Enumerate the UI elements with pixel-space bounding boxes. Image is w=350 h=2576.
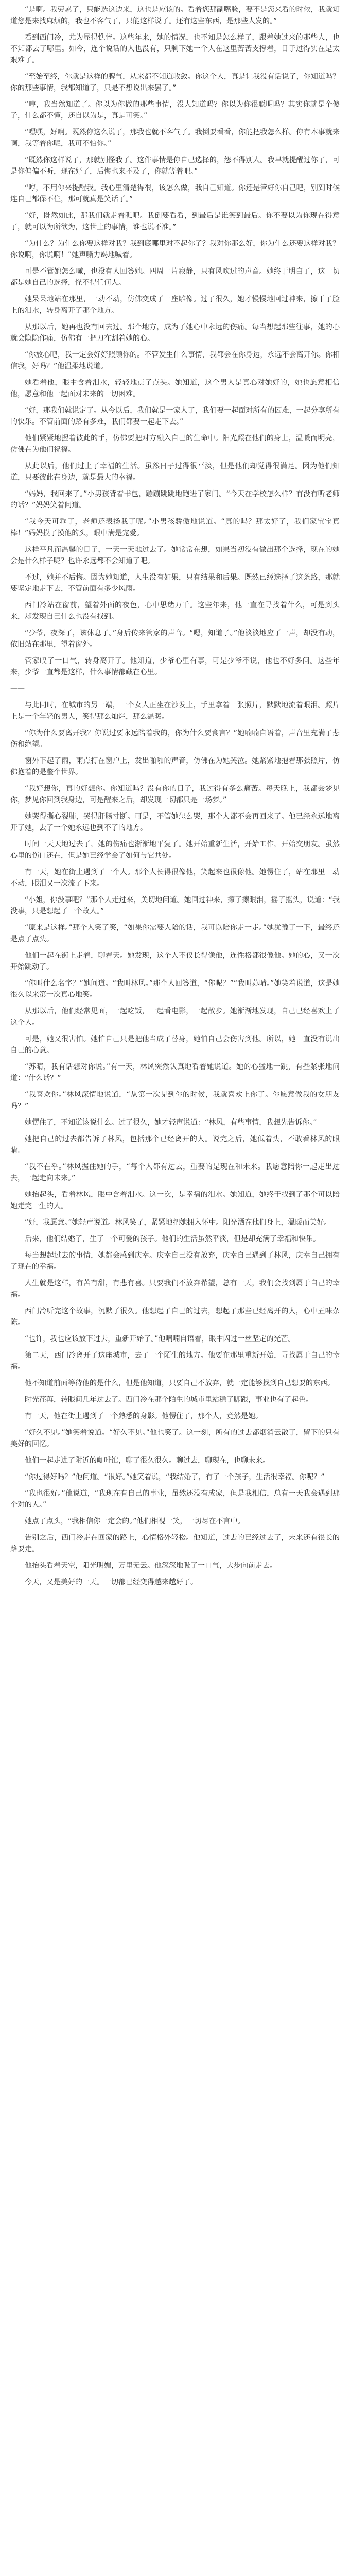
article-paragraph: “好，我愿意。”她轻声说道。林风笑了，紧紧地把她拥入怀中。阳光洒在他们身上，温暖而美好。 bbox=[25, 1218, 331, 1227]
article-paragraph: 她愣住了，不知道该说什么。过了很久，她才轻声说道：“林风，有些事情，我想先告诉你。” bbox=[25, 1118, 317, 1127]
article-paragraph: “好久不见。”她笑着说道。“好久不见。”他也笑了。这一刻，所有的过去都烟消云散了，留下的只有美好的回忆。 bbox=[10, 1429, 340, 1448]
article-paragraph: “我好想你，真的好想你。你知道吗？没有你的日子，我过得有多么痛苦。每天晚上，我都会梦见你，梦见你回到我身边，可是醒来之后，却发现一切都只是一场梦。” bbox=[10, 785, 340, 804]
article-paragraph: 从此以后，他们过上了幸福的生活。虽然日子过得很平淡，但是他们却觉得很满足。因为他们知道，只要彼此在身边，就是最大的幸福。 bbox=[10, 462, 340, 482]
article-paragraph: “原来是这样。”那个人笑了笑，“如果你需要人陪的话，我可以陪你走一走。”她犹豫了一下，最终还是点了点头。 bbox=[10, 924, 340, 943]
article-paragraph: “嘿嘿，好啊。既然你这么说了，那我也就不客气了。我倒要看看，你能把我怎么样。你有本事就来啊，我等着你呢，我可不怕你。” bbox=[10, 128, 340, 148]
article-paragraph: 她把自己的过去都告诉了林风，包括那个已经离开的人。说完之后，她低着头，不敢看林风的眼睛。 bbox=[10, 1135, 340, 1155]
article-paragraph: “哼，我当然知道了。你以为你做的那些事情，没人知道吗？你以为你很聪明吗？其实你就是个傻子，什么都不懂，还自以为是，真是可笑。” bbox=[10, 100, 340, 120]
article-paragraph: 她哭得撕心裂肺，哭得肝肠寸断。可是，不管她怎么哭，那个人都不会再回来了。他已经永远地离开了她，去了一个她永远也到不了的地方。 bbox=[10, 812, 340, 832]
article-paragraph: “我也很好。”他说道，“我现在有自己的事业，虽然还没有成家，但是我相信，总有一天我会遇到那个对的人。” bbox=[10, 1489, 340, 1509]
article-paragraph: 可是不管她怎么喊，也没有人回答她。四周一片寂静，只有风吹过的声音。她终于明白了，这一切都是她自己的选择，怪不得任何人。 bbox=[10, 267, 340, 287]
article-paragraph: “你过得好吗？”他问道。“很好。”她笑着说，“我结婚了，有了一个孩子，生活很幸福。你呢？” bbox=[25, 1473, 325, 1481]
article-paragraph: 从那以后，她再也没有回去过。那个地方，成为了她心中永远的伤痛。每当想起那些往事，她的心就会隐隐作痛，仿佛有一把刀在割着她的心。 bbox=[10, 323, 340, 343]
article-paragraph: 与此同时，在城市的另一端，一个女人正坐在沙发上，手里拿着一张照片，默默地流着眼泪。照片上是一个年轻的男人，笑得那么灿烂，那么温暖。 bbox=[10, 701, 340, 721]
article-paragraph: “少爷，夜深了，该休息了。”身后传来管家的声音。“嗯，知道了。”他淡淡地应了一声，却没有动，依旧站在那里，望着窗外。 bbox=[10, 629, 340, 649]
article-paragraph: “为什么？为什么你要这样对我？我到底哪里对不起你了？我对你那么好，你为什么还要这样对我？你说啊，你说啊！”她声嘶力竭地喊着。 bbox=[10, 240, 340, 259]
article-paragraph: 时光荏苒，转眼间几年过去了。西门冷在那个陌生的城市里站稳了脚跟，事业也有了起色。 bbox=[25, 1396, 313, 1404]
article-paragraph: 有一天，她在街上遇到了一个人。那个人长得很像他，笑起来也很像他。她愣住了，站在那里一动不动，眼泪又一次流了下来。 bbox=[10, 868, 340, 888]
article-paragraph: “你放心吧，我一定会好好照顾你的。不管发生什么事情，我都会在你身边，永远不会离开你。你相信我，好吗？”他温柔地说道。 bbox=[10, 351, 340, 370]
article-paragraph: 告别之后，西门冷走在回家的路上，心情格外轻松。他知道，过去的已经过去了，未来还有很长的路要走。 bbox=[10, 1534, 340, 1553]
article-paragraph: 他们紧紧地握着彼此的手，仿佛要把对方融入自己的生命中。阳光照在他们的身上，温暖而明亮，仿佛在为他们祝福。 bbox=[10, 434, 340, 454]
article-paragraph: 每当想起过去的事情，她都会感到庆幸。庆幸自己没有放弃，庆幸自己遇到了林风，庆幸自己拥有了现在的幸福。 bbox=[10, 1251, 340, 1271]
article-paragraph: 西门冷听完这个故事，沉默了很久。他想起了自己的过去，想起了那些已经离开的人，心中五味杂陈。 bbox=[10, 1307, 340, 1327]
article-paragraph: 管家叹了一口气，转身离开了。他知道，少爷心里有事，可是少爷不说，他也不好多问。这些年来，少爷一直都是这样，什么事情都藏在心里。 bbox=[10, 657, 340, 676]
article-paragraph: 人生就是这样，有苦有甜，有悲有喜。只要我们不放弃希望，总有一天，我们会找到属于自己的幸福。 bbox=[10, 1279, 340, 1299]
article-paragraph: “哼，不用你来提醒我。我心里清楚得很，该怎么做，我自己知道。你还是管好你自己吧，别到时候连自己都保不住，那可就真是笑话了。” bbox=[10, 184, 340, 204]
article-paragraph: “既然你这样说了，那就别怪我了。这件事情是你自己选择的，怨不得别人。我早就提醒过你了，可是你偏偏不听，现在好了，后悔也来不及了，你就等着吧。” bbox=[10, 156, 340, 176]
article-paragraph: 这样平凡而温馨的日子，一天一天地过去了。她常常在想，如果当初没有做出那个选择，现在的她会是什么样子呢？也许永远都不会知道了吧。 bbox=[10, 546, 340, 565]
article-paragraph: 看到西门冷，尤为显得憔悴。这些年来，她的情况，也不知是怎么样了，跟着她过来的那些人，也不知都去了哪里。如今，连个说话的人也没有，只剩下她一个人在这里苦苦支撑着，日子过得实在是太艰难了。 bbox=[10, 33, 340, 64]
article-paragraph: 后来，他们结婚了，生了一个可爱的孩子。他们的生活虽然平淡，但是却充满了幸福和快乐。 bbox=[25, 1235, 320, 1243]
article-paragraph: 第二天，西门冷离开了这座城市，去了一个陌生的地方。他要在那里重新开始，寻找属于自己的幸福。 bbox=[10, 1351, 340, 1371]
article-paragraph: 有一天，他在街上遇到了一个熟悉的身影。他愣住了，那个人，竟然是她。 bbox=[25, 1412, 262, 1420]
article-paragraph: 时间一天天地过去了，她的伤痛也渐渐地平复了。她开始重新生活，开始工作，开始交朋友。虽然心里的伤口还在，但是她已经学会了如何与它共处。 bbox=[10, 840, 340, 860]
article-paragraph: “小姐，你没事吧？”那个人走过来，关切地问道。她回过神来，擦了擦眼泪，摇了摇头，说道：“我没事，只是想起了一个故人。” bbox=[10, 896, 340, 916]
article-paragraph: 她看着他，眼中含着泪水，轻轻地点了点头。她知道，这个男人是真心对她好的，她也愿意相信他，愿意和他一起面对未来的一切困难。 bbox=[10, 379, 340, 398]
article-paragraph: “你叫什么名字？”她问道。“我叫林风。”那个人回答道，“你呢？”“我叫苏晴。”她笑着说道，这是她很久以来第一次真心地笑。 bbox=[10, 979, 340, 999]
article-paragraph: “我喜欢你。”林风深情地说道，“从第一次见到你的时候，我就喜欢上你了。你愿意做我的女朋友吗？” bbox=[10, 1091, 340, 1110]
article-paragraph: 从那以后，他们经常见面，一起吃饭，一起看电影，一起散步。她渐渐地发现，自己已经喜欢上了这个人。 bbox=[10, 1007, 340, 1027]
article-paragraph: 可是，她又很害怕。她怕自己只是把他当成了替身，她怕自己会伤害到他。所以，她一直没有说出自己的心意。 bbox=[10, 1035, 340, 1055]
article-paragraph: 他们一起走进了附近的咖啡馆，聊了很久很久。聊过去，聊现在，也聊未来。 bbox=[25, 1456, 270, 1465]
article-paragraph: 他们一起在街上走着，聊着天。她发现，这个人不仅长得像他，连性格都很像他。她的心，又一次开始跳动了。 bbox=[10, 952, 340, 971]
article-body bbox=[10, 4, 340, 1588]
article-paragraph: 他不知道前面等待他的是什么，但是他知道，只要自己不放弃，就一定能够找到自己想要的东西。 bbox=[25, 1379, 335, 1387]
article-paragraph: 她抬起头，看着林风，眼中含着泪水。这一次，是幸福的泪水。她知道，她终于找到了那个可以陪她走完一生的人。 bbox=[10, 1191, 340, 1210]
article-paragraph: “是啊。我劳累了，只能选这边来，这也是应该的。看着您那副嘴脸，要不是您来看的时候，我就知道您是来找麻烦的，我也不客气了，只能这样说了。还有这些东西，是那些人发的。” bbox=[10, 6, 340, 25]
article-paragraph: 她呆呆地站在那里，一动不动，仿佛变成了一座雕像。过了很久，她才慢慢地回过神来，擦干了脸上的泪水，转身离开了那个地方。 bbox=[10, 295, 340, 315]
article-paragraph: “至始至终，你就是这样的脾气，从来都不知道收敛。你这个人，真是让我没有话说了，你知道吗？你的那些事情，我都知道了，只是不想说出来罢了。” bbox=[10, 73, 340, 92]
article-paragraph: “也许，我也应该放下过去，重新开始了。”他喃喃自语着，眼中闪过一丝坚定的光芒。 bbox=[25, 1335, 295, 1343]
article-paragraph: “妈妈，我回来了。”小男孩背着书包，蹦蹦跳跳地跑进了家门。“今天在学校怎么样？有没有听老师的话？”妈妈笑着问道。 bbox=[10, 490, 340, 510]
section-separator: —— bbox=[10, 685, 25, 693]
article-paragraph: 他抬头看着天空，阳光明媚，万里无云。他深深地吸了一口气，大步向前走去。 bbox=[25, 1562, 277, 1570]
article-paragraph: 不过，她并不后悔。因为她知道，人生没有如果，只有结果和后果。既然已经选择了这条路，那就要坚定地走下去，不管前面有多少风雨。 bbox=[10, 573, 340, 593]
article-paragraph: “好，既然如此，那我们就走着瞧吧。我倒要看看，到最后是谁笑到最后。你不要以为你现在得意了，就可以为所欲为，这世上的事情，谁也说不准。” bbox=[10, 212, 340, 231]
article-paragraph: 窗外下起了雨，雨点打在窗户上，发出啪啪的声音，仿佛在为她哭泣。她紧紧地抱着那张照片，仿佛抱着的是整个世界。 bbox=[10, 757, 340, 776]
article-paragraph: “你为什么要离开我？你说过要永远陪着我的，你为什么要食言？”她喃喃自语着，声音里充满了悲伤和绝望。 bbox=[10, 729, 340, 749]
article-paragraph: “苏晴，我有话想对你说。”有一天，林风突然认真地看着她说道。她的心猛地一跳，有些紧张地问道：“什么话？” bbox=[10, 1063, 340, 1082]
article-paragraph: 今天，又是美好的一天。一切都已经变得越来越好了。 bbox=[25, 1578, 198, 1586]
article-paragraph: 她点了点头，“我相信你一定会的。”他们相视一笑，一切尽在不言中。 bbox=[25, 1517, 245, 1526]
article-paragraph: “我不在乎。”林风握住她的手，“每个人都有过去，重要的是现在和未来。我愿意陪你一起走出过去，一起走向未来。” bbox=[10, 1163, 340, 1182]
article-paragraph: “好，那我们就说定了。从今以后，我们就是一家人了，我们要一起面对所有的困难，一起分享所有的快乐。不管前面的路有多难，我们都要一起走下去。” bbox=[10, 406, 340, 426]
article-paragraph: “我今天可乖了，老师还表扬我了呢。”小男孩骄傲地说道。“真的吗？那太好了，我们家宝宝真棒！”妈妈摸了摸他的头，眼中满是宠爱。 bbox=[10, 518, 340, 537]
article-paragraph: 西门冷站在窗前，望着外面的夜色，心中思绪万千。这些年来，他一直在寻找着什么，可是到头来，却发现自己什么也没有找到。 bbox=[10, 601, 340, 621]
